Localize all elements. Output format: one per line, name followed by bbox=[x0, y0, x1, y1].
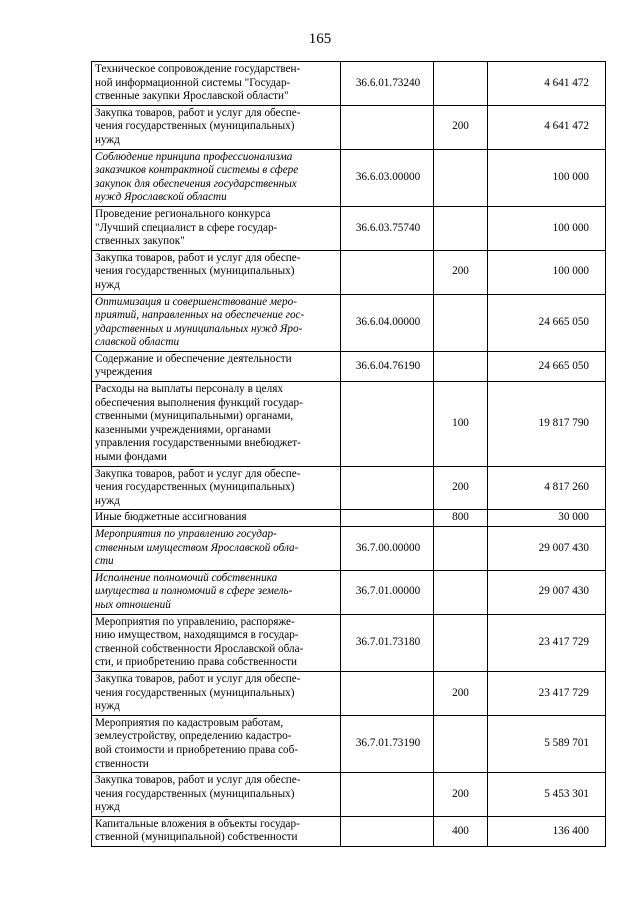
row-name-text: Оптимизация и совершенствование меро- приятий, направленных на обеспечение гос- ударственных и муниципальных нужд Яро- славской области bbox=[95, 295, 305, 349]
row-name-text: Закупка товаров, работ и услуг для обеспе- чения государственных (муниципальных) нужд bbox=[95, 251, 301, 291]
row-expense-type-cell bbox=[434, 715, 488, 772]
table-row bbox=[92, 149, 606, 206]
row-code-cell bbox=[341, 250, 434, 294]
row-expense-type-cell bbox=[434, 149, 488, 206]
row-name-text: Мероприятия по управлению государ- ственным имуществом Ярославской обла- сти bbox=[95, 528, 299, 568]
row-amount-cell: 23 417 729 bbox=[488, 614, 606, 671]
row-code-cell bbox=[341, 105, 434, 149]
row-name-cell bbox=[92, 62, 341, 106]
row-amount-cell: 30 000 bbox=[488, 510, 606, 527]
row-amount-cell: 4 641 472 bbox=[488, 62, 606, 106]
row-name-text: Расходы на выплаты персоналу в целях обеспечения выполнения функций государ- ственными (муниципальными) органами, казенными учреждениями, органами управления государственными внебюджет- ными фондами bbox=[95, 383, 303, 464]
row-code-cell: 36.6.03.00000 bbox=[341, 149, 434, 206]
row-expense-type-cell bbox=[434, 62, 488, 106]
row-name-cell bbox=[92, 715, 341, 772]
row-amount-cell: 4 817 260 bbox=[488, 466, 606, 510]
row-amount-cell: 100 000 bbox=[488, 250, 606, 294]
row-name-text: Закупка товаров, работ и услуг для обеспе- чения государственных (муниципальных) нужд bbox=[95, 467, 301, 507]
table-row bbox=[92, 614, 606, 671]
row-expense-type-cell: 800 bbox=[434, 510, 488, 527]
row-expense-type-cell: 200 bbox=[434, 773, 488, 817]
row-code-cell bbox=[341, 510, 434, 527]
row-amount-cell: 23 417 729 bbox=[488, 671, 606, 715]
row-name-text: Закупка товаров, работ и услуг для обеспе- чения государственных (муниципальных) нужд bbox=[95, 106, 301, 146]
row-expense-type-cell bbox=[434, 614, 488, 671]
table-row bbox=[92, 671, 606, 715]
row-expense-type-cell: 200 bbox=[434, 105, 488, 149]
row-code-cell: 36.7.01.00000 bbox=[341, 570, 434, 614]
row-code-cell: 36.6.04.00000 bbox=[341, 294, 434, 351]
table-row bbox=[92, 105, 606, 149]
row-code-cell: 36.6.03.75740 bbox=[341, 206, 434, 250]
row-name-text: Техническое сопровождение государствен- ной информационной системы "Государ- ственные закупки Ярославской области" bbox=[95, 63, 301, 103]
row-name-text: Проведение регионального конкурса "Лучший специалист в сфере государ- ственных закупок" bbox=[95, 207, 278, 248]
row-name-text: Иные бюджетные ассигнования bbox=[95, 511, 247, 524]
table-row bbox=[92, 351, 606, 381]
table-row bbox=[92, 816, 606, 846]
row-amount-cell: 29 007 430 bbox=[488, 570, 606, 614]
row-amount-cell: 24 665 050 bbox=[488, 351, 606, 381]
row-name-text: Мероприятия по кадастровым работам, землеустройству, определению кадастро- вой стоимости и приобретению права соб- ственности bbox=[95, 716, 299, 770]
budget-table bbox=[91, 61, 606, 847]
row-name-cell bbox=[92, 294, 341, 351]
row-name-cell bbox=[92, 671, 341, 715]
table-row bbox=[92, 466, 606, 510]
row-name-cell bbox=[92, 149, 341, 206]
row-name-cell bbox=[92, 250, 341, 294]
table-row bbox=[92, 294, 606, 351]
row-name-cell bbox=[92, 816, 341, 846]
row-expense-type-cell: 200 bbox=[434, 671, 488, 715]
row-name-cell bbox=[92, 570, 341, 614]
row-code-cell: 36.7.01.73180 bbox=[341, 614, 434, 671]
row-name-cell bbox=[92, 527, 341, 571]
row-amount-cell: 136 400 bbox=[488, 816, 606, 846]
row-expense-type-cell: 400 bbox=[434, 816, 488, 846]
table-row bbox=[92, 715, 606, 772]
row-code-cell bbox=[341, 382, 434, 467]
table-row bbox=[92, 570, 606, 614]
row-name-text: Содержание и обеспечение деятельности учреждения bbox=[95, 352, 292, 379]
row-expense-type-cell bbox=[434, 206, 488, 250]
row-name-text: Капитальные вложения в объекты государ- ственной (муниципальной) собственности bbox=[95, 817, 300, 844]
row-code-cell bbox=[341, 466, 434, 510]
page-number: 165 bbox=[308, 31, 332, 47]
row-name-cell bbox=[92, 510, 341, 527]
row-name-text: Закупка товаров, работ и услуг для обеспе- чения государственных (муниципальных) нужд bbox=[95, 672, 301, 713]
table-row bbox=[92, 206, 606, 250]
row-expense-type-cell: 100 bbox=[434, 382, 488, 467]
row-code-cell: 36.7.01.73190 bbox=[341, 715, 434, 772]
row-name-text: Мероприятия по управлению, распоряже- нию имуществом, находящимся в государ- ственной собственности Ярославской обла- сти, и приобретению права собственности bbox=[95, 615, 304, 669]
row-amount-cell: 19 817 790 bbox=[488, 382, 606, 467]
row-name-cell bbox=[92, 614, 341, 671]
row-code-cell: 36.6.01.73240 bbox=[341, 62, 434, 106]
row-expense-type-cell bbox=[434, 570, 488, 614]
row-code-cell bbox=[341, 816, 434, 846]
row-name-text: Закупка товаров, работ и услуг для обеспе- чения государственных (муниципальных) нужд bbox=[95, 774, 301, 814]
row-name-cell bbox=[92, 351, 341, 381]
row-amount-cell: 29 007 430 bbox=[488, 527, 606, 571]
row-expense-type-cell bbox=[434, 527, 488, 571]
row-amount-cell: 100 000 bbox=[488, 206, 606, 250]
row-amount-cell: 100 000 bbox=[488, 149, 606, 206]
row-expense-type-cell bbox=[434, 351, 488, 381]
row-name-cell bbox=[92, 206, 341, 250]
row-expense-type-cell bbox=[434, 294, 488, 351]
row-amount-cell: 4 641 472 bbox=[488, 105, 606, 149]
row-name-cell bbox=[92, 382, 341, 467]
row-name-text: Соблюдение принципа профессионализма заказчиков контрактной системы в сфере закупок для обеспечения государственных нужд Ярославской области bbox=[95, 150, 299, 204]
row-amount-cell: 24 665 050 bbox=[488, 294, 606, 351]
row-name-cell bbox=[92, 105, 341, 149]
table-row bbox=[92, 250, 606, 294]
table-row bbox=[92, 527, 606, 571]
table-row bbox=[92, 382, 606, 467]
row-amount-cell: 5 589 701 bbox=[488, 715, 606, 772]
row-expense-type-cell: 200 bbox=[434, 466, 488, 510]
row-amount-cell: 5 453 301 bbox=[488, 773, 606, 817]
table-row bbox=[92, 773, 606, 817]
row-code-cell bbox=[341, 671, 434, 715]
table-row bbox=[92, 510, 606, 527]
budget-table-body bbox=[92, 62, 606, 847]
row-code-cell: 36.7.00.00000 bbox=[341, 527, 434, 571]
row-name-cell bbox=[92, 466, 341, 510]
row-code-cell: 36.6.04.76190 bbox=[341, 351, 434, 381]
row-name-cell bbox=[92, 773, 341, 817]
row-code-cell bbox=[341, 773, 434, 817]
row-expense-type-cell: 200 bbox=[434, 250, 488, 294]
table-row bbox=[92, 62, 606, 106]
row-name-text: Исполнение полномочий собственника имущества и полномочий в сфере земель- ных отношений bbox=[95, 571, 293, 611]
